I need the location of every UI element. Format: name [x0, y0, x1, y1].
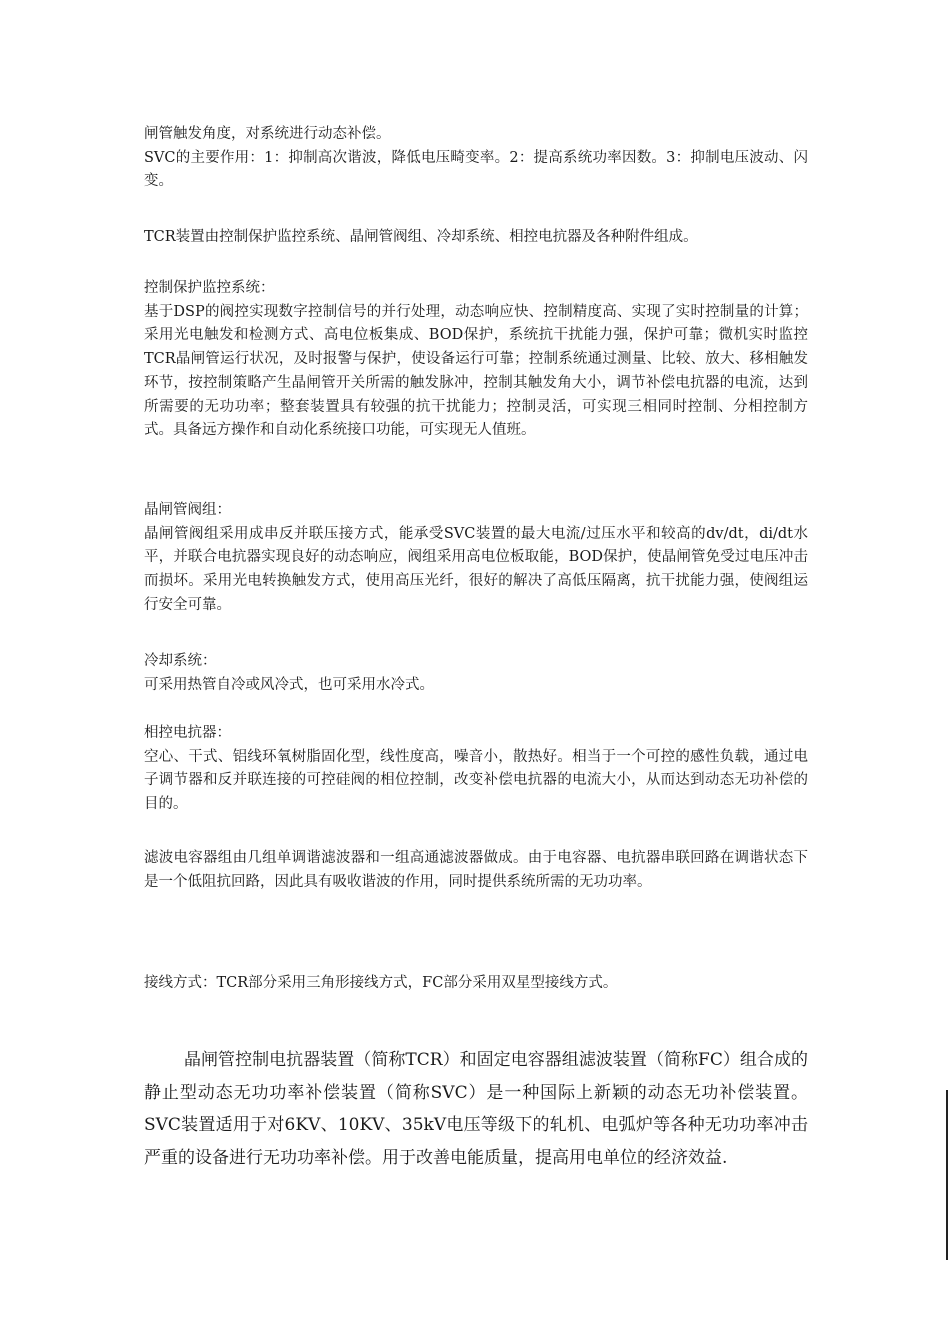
- tcr-composition-block: [144, 226, 808, 250]
- thyristor-valve-heading: 晶闸管阀组：: [144, 502, 231, 518]
- summary-paragraph: 晶闸管控制电抗器装置（简称TCR）和固定电容器组滤波装置（简称FC）组合成的静止型动态无功功率补偿装置（简称SVC）是一种国际上新颖的动态无功补偿装置。SVC装置适用于对6KV、10KV、35kV电压等级下的轧机、电弧炉等各种无功功率冲击严重的设备进行无功功率补偿。用于改善电能质量，提高用电单位的经济效益.: [144, 1050, 808, 1168]
- control-system-section: [144, 277, 808, 443]
- page-edge-bar: [946, 1090, 948, 1260]
- cooling-section: [144, 650, 808, 697]
- thyristor-valve-section: [144, 499, 808, 618]
- reactor-body: 空心、干式、铝线环氧树脂固化型，线性度高，噪音小，散热好。相当于一个可控的感性负载，通过电子调节器和反并联连接的可控硅阀的相位控制，改变补偿电抗器的电流大小，从而达到动态无功补偿的目的。: [144, 748, 808, 813]
- intro-line: 闸管触发角度，对系统进行动态补偿。: [144, 126, 391, 142]
- filter-paragraph: 滤波电容器组由几组单调谐滤波器和一组高通滤波器做成。由于电容器、电抗器串联回路在调谐状态下是一个低阻抗回路，因此具有吸收谐波的作用，同时提供系统所需的无功功率。: [144, 850, 808, 890]
- tcr-composition-paragraph: TCR装置由控制保护监控系统、晶闸管阀组、冷却系统、相控电抗器及各种附件组成。: [144, 229, 698, 245]
- cooling-body: 可采用热管自冷或风冷式，也可采用水冷式。: [144, 676, 434, 693]
- reactor-heading: 相控电抗器：: [144, 725, 231, 741]
- control-system-heading: 控制保护监控系统：: [144, 280, 275, 296]
- control-system-body: 基于DSP的阀控实现数字控制信号的并行处理，动态响应快、控制精度高、实现了实时控制量的计算；采用光电触发和检测方式、高电位板集成、BOD保护，系统抗干扰能力强，保护可靠；微机实时监控TCR晶闸管运行状况，及时报警与保护，使设备运行可靠；控制系统通过测量、比较、放大、移相触发环节，按控制策略产生晶闸管开关所需的触发脉冲，控制其触发角大小，调节补偿电抗器的电流，达到所需要的无功功率；整套装置具有较强的抗干扰能力；控制灵活，可实现三相同时控制、分相控制方式。具备远方操作和自动化系统接口功能，可实现无人值班。: [144, 303, 808, 439]
- intro-block: [144, 123, 808, 194]
- thyristor-valve-body: 晶闸管阀组采用成串反并联压接方式，能承受SVC装置的最大电流/过压水平和较高的dv/dt，di/dt水平，并联合电抗器实现良好的动态响应，阀组采用高电位板取能，BOD保护，使晶闸管免受过电压冲击而损坏。采用光电转换触发方式，使用高压光纤，很好的解决了高低压隔离，抗干扰能力强，使阀组运行安全可靠。: [144, 525, 808, 613]
- wiring-block: [144, 972, 808, 996]
- svc-functions-paragraph: SVC的主要作用：1：抑制高次谐波，降低电压畸变率。2：提高系统功率因数。3：抑制电压波动、闪变。: [144, 149, 808, 190]
- cooling-heading: 冷却系统：: [144, 653, 217, 669]
- wiring-paragraph: 接线方式：TCR部分采用三角形接线方式，FC部分采用双星型接线方式。: [144, 975, 618, 991]
- filter-block: [144, 847, 808, 894]
- reactor-section: [144, 722, 808, 817]
